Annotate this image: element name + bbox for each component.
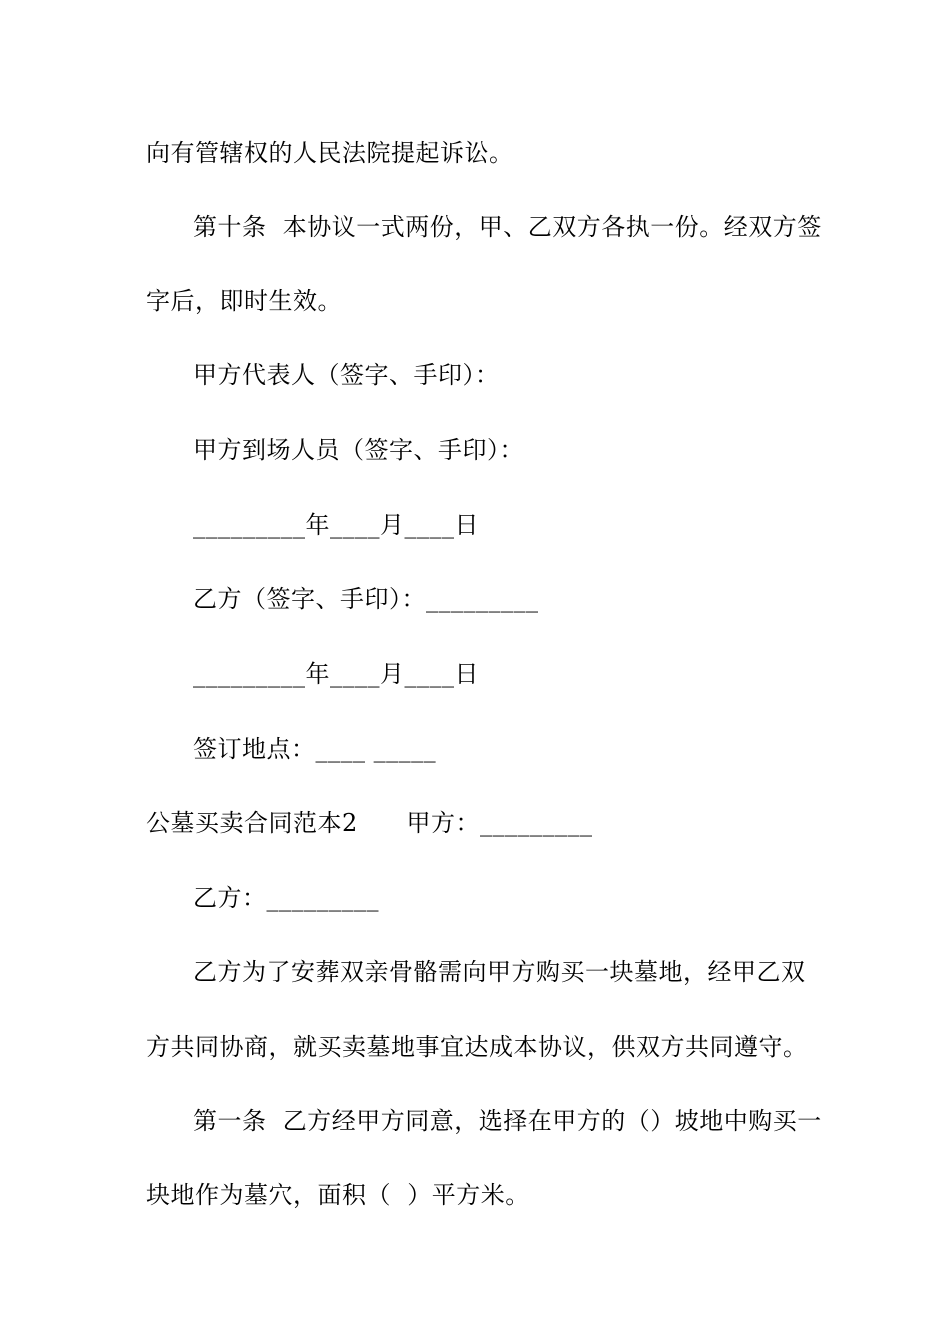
text-line-11: 乙方：_________ — [193, 884, 379, 912]
text-line-15: 块地作为墓穴，面积（ ）平方米。 — [146, 1181, 530, 1209]
text-line-3: 字后，即时生效。 — [146, 287, 342, 315]
text-line-1: 向有管辖权的人民法院提起诉讼。 — [146, 139, 514, 167]
text-line-9: 签订地点：____ _____ — [193, 735, 437, 763]
text-line-14: 第一条 乙方经甲方同意，选择在甲方的（）坡地中购买一 — [193, 1107, 822, 1135]
text-line-7: 乙方（签字、手印）：_________ — [193, 585, 539, 613]
text-line-12: 乙方为了安葬双亲骨骼需向甲方购买一块墓地，经甲乙双 — [193, 958, 806, 986]
text-line-6: _________年____月____日 — [193, 511, 479, 539]
text-line-13: 方共同协商，就买卖墓地事宜达成本协议，供双方共同遵守。 — [146, 1033, 808, 1061]
text-line-8: _________年____月____日 — [193, 660, 479, 688]
text-line-4: 甲方代表人（签字、手印）： — [193, 361, 500, 389]
text-line-10: 公墓买卖合同范本2 甲方：_________ — [146, 809, 593, 837]
text-line-2: 第十条 本协议一式两份，甲、乙双方各执一份。经双方签 — [193, 213, 822, 241]
text-line-5: 甲方到场人员（签字、手印）： — [193, 436, 524, 464]
